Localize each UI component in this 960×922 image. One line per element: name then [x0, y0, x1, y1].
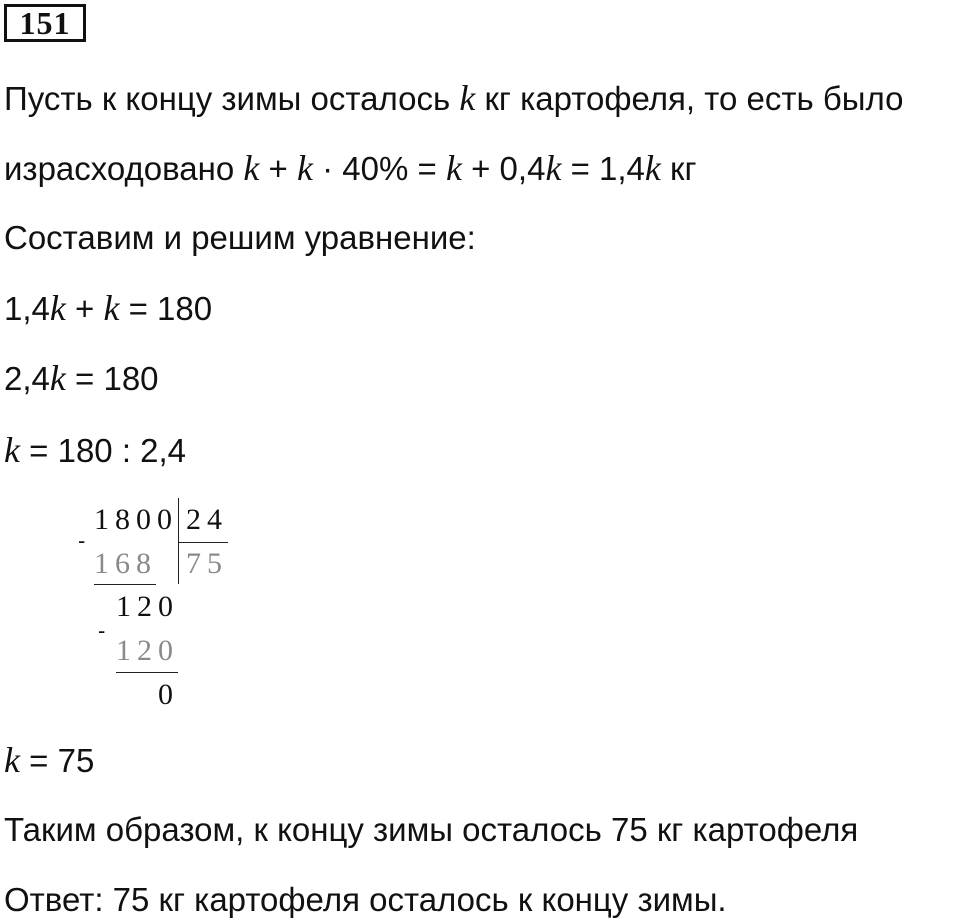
variable-k: k [4, 740, 20, 780]
text-segment: = 180 [65, 360, 159, 397]
text-segment: = 1,4 [561, 150, 645, 187]
variable-k: k [103, 288, 120, 328]
text-segment: Пусть к концу зимы осталось [4, 80, 460, 117]
equation-line-4 [4, 740, 94, 781]
variable-k: k [644, 148, 661, 188]
division-underline-1 [94, 584, 156, 585]
text-line-1 [4, 78, 903, 119]
division-divisor: 24 [186, 503, 228, 536]
variable-k: k [49, 358, 66, 398]
division-underline-2 [116, 672, 178, 673]
division-minus-sign: - [98, 618, 106, 643]
text-segment: кг [660, 150, 697, 187]
conclusion-line: Таким образом, к концу зимы осталось 75 кг картофеля [4, 811, 859, 848]
text-segment: + 0,4 [461, 150, 546, 187]
text-segment: = 180 [119, 290, 213, 327]
answer-line: Ответ: 75 кг картофеля осталось к концу зимы. [4, 881, 727, 918]
variable-k: k [243, 148, 260, 188]
equation-line-2 [4, 358, 159, 399]
problem-number: 151 [4, 4, 86, 42]
variable-k: k [4, 430, 20, 470]
division-remainder-1: 120 [116, 590, 179, 623]
division-minus-sign: - [78, 528, 86, 553]
division-result: 0 [158, 678, 179, 711]
division-divisor-line [178, 542, 228, 543]
text-segment: 1,4 [4, 290, 50, 327]
text-segment: + [65, 290, 104, 327]
text-segment: 2,4 [4, 360, 50, 397]
division-subtrahend-2: 120 [116, 634, 179, 667]
equation-line-1 [4, 288, 212, 329]
text-segment: · 40% = [312, 150, 446, 187]
text-segment: кг картофеля, то есть было [475, 80, 904, 117]
division-quotient: 75 [186, 547, 228, 580]
variable-k: k [545, 148, 562, 188]
division-dividend: 1800 [94, 503, 178, 536]
text-line-2 [4, 148, 697, 189]
text-segment: + [259, 150, 297, 187]
text-line-3: Составим и решим уравнение: [4, 219, 476, 256]
division-vertical-bar [178, 498, 179, 584]
text-segment: = 75 [19, 742, 95, 779]
text-segment: = 180 : 2,4 [19, 432, 187, 469]
variable-k: k [49, 288, 66, 328]
variable-k: k [459, 78, 476, 118]
variable-k: k [297, 148, 313, 188]
division-subtrahend-1: 168 [94, 547, 157, 580]
equation-line-3 [4, 430, 186, 471]
variable-k: k [445, 148, 462, 188]
text-segment: израсходовано [4, 150, 244, 187]
